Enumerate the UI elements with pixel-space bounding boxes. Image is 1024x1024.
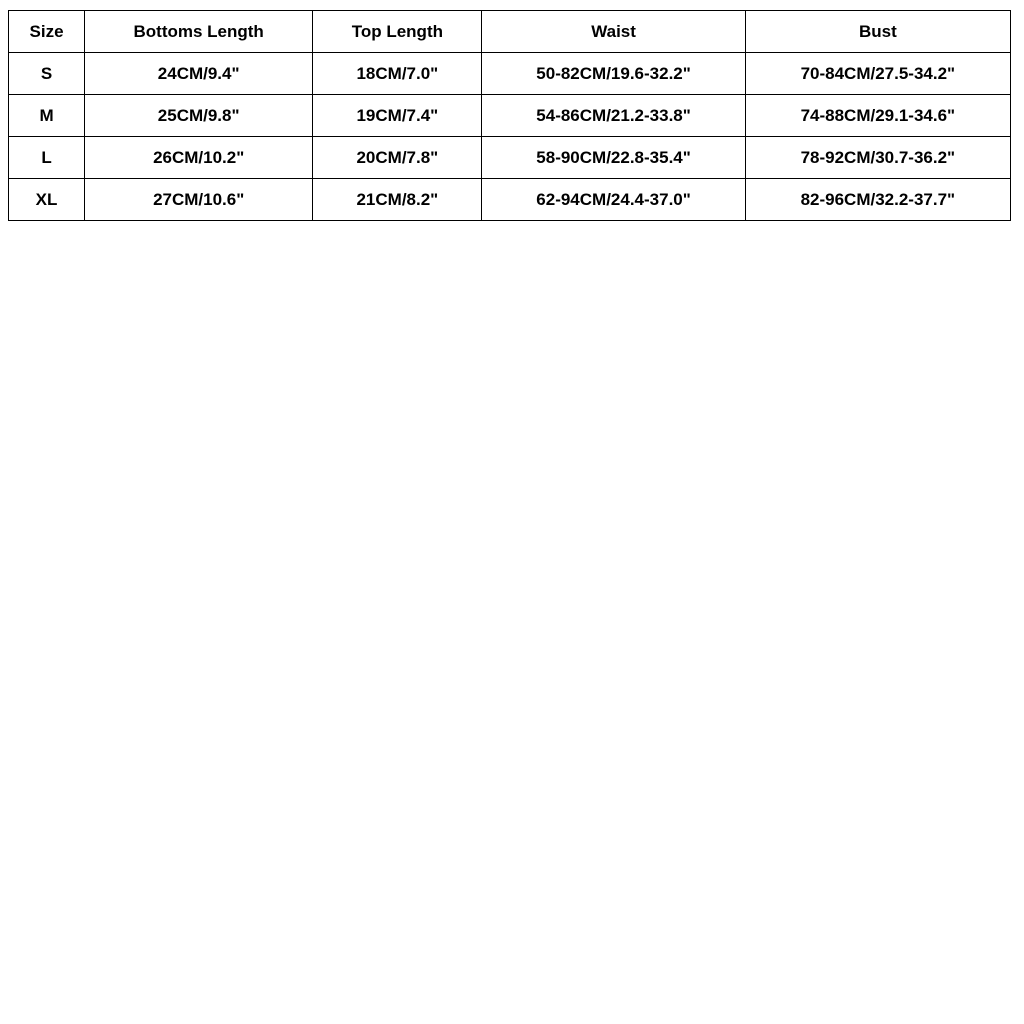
cell-waist: 58-90CM/22.8-35.4" <box>482 137 745 179</box>
cell-top-length: 18CM/7.0" <box>313 53 482 95</box>
cell-top-length: 19CM/7.4" <box>313 95 482 137</box>
table-row <box>9 179 1011 221</box>
cell-bottoms-length: 25CM/9.8" <box>85 95 313 137</box>
cell-top-length: 20CM/7.8" <box>313 137 482 179</box>
cell-bottoms-length: 24CM/9.4" <box>85 53 313 95</box>
size-chart-table <box>8 10 1011 221</box>
cell-bust: 82-96CM/32.2-37.7" <box>745 179 1010 221</box>
cell-size: M <box>9 95 85 137</box>
table-row <box>9 53 1011 95</box>
cell-bust: 74-88CM/29.1-34.6" <box>745 95 1010 137</box>
header-waist: Waist <box>482 11 745 53</box>
table-row <box>9 95 1011 137</box>
cell-size: S <box>9 53 85 95</box>
header-bottoms-length: Bottoms Length <box>85 11 313 53</box>
table-row <box>9 137 1011 179</box>
cell-bust: 70-84CM/27.5-34.2" <box>745 53 1010 95</box>
cell-bust: 78-92CM/30.7-36.2" <box>745 137 1010 179</box>
cell-bottoms-length: 27CM/10.6" <box>85 179 313 221</box>
header-bust: Bust <box>745 11 1010 53</box>
header-top-length: Top Length <box>313 11 482 53</box>
header-size: Size <box>9 11 85 53</box>
cell-top-length: 21CM/8.2" <box>313 179 482 221</box>
header-row <box>9 11 1011 53</box>
cell-bottoms-length: 26CM/10.2" <box>85 137 313 179</box>
cell-waist: 50-82CM/19.6-32.2" <box>482 53 745 95</box>
cell-size: XL <box>9 179 85 221</box>
cell-size: L <box>9 137 85 179</box>
cell-waist: 62-94CM/24.4-37.0" <box>482 179 745 221</box>
cell-waist: 54-86CM/21.2-33.8" <box>482 95 745 137</box>
